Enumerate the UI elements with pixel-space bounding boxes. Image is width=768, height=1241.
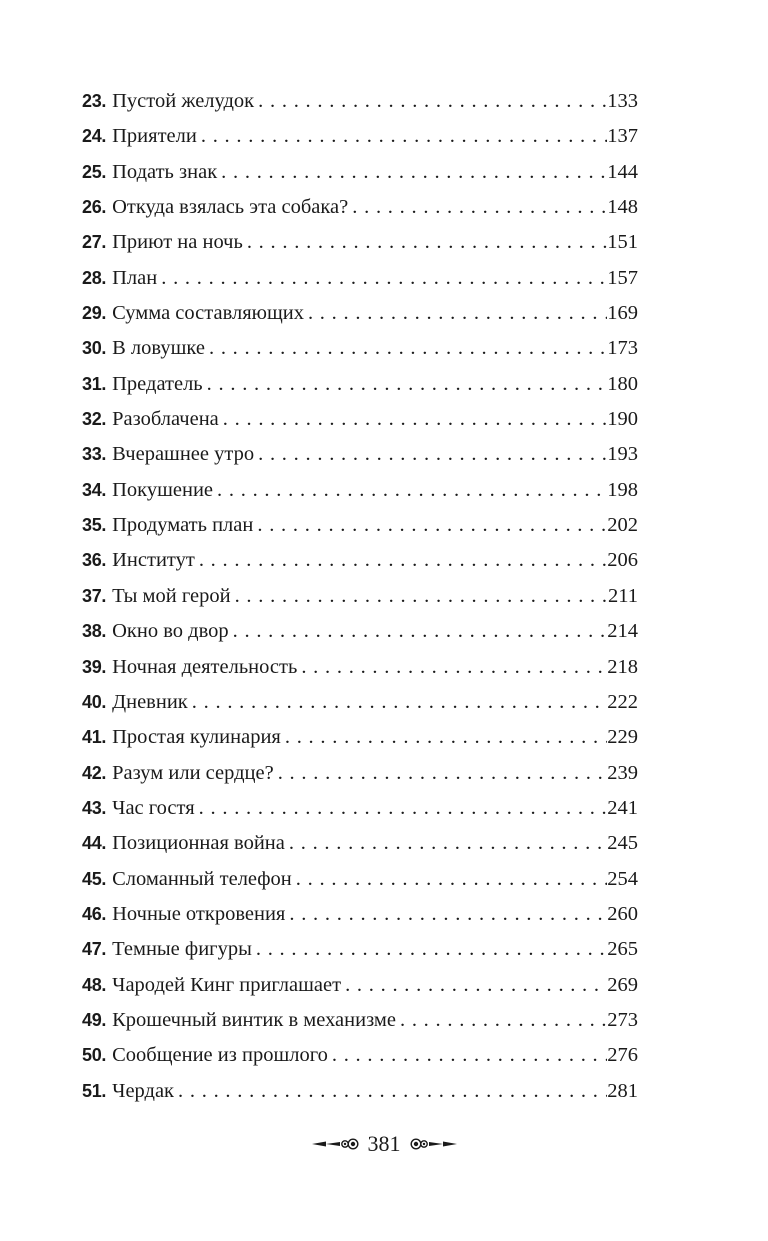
toc-entry [82, 650, 638, 685]
dot-leader [341, 968, 607, 1003]
chapter-number: 23. [82, 91, 107, 111]
toc-entry [82, 897, 638, 932]
page-folio [0, 1124, 768, 1164]
dot-leader [217, 155, 607, 190]
chapter-title: Приют на ночь [112, 231, 243, 254]
chapter-title: Сломанный телефон [112, 867, 292, 890]
chapter-page: 133 [607, 90, 638, 112]
toc-entry [82, 614, 638, 649]
chapter-title: Подать знак [112, 160, 218, 183]
chapter-title: Окно во двор [112, 620, 229, 643]
chapter-page: 202 [607, 514, 638, 537]
toc-entry [82, 155, 638, 190]
chapter-title: Вчерашнее утро [112, 443, 255, 466]
chapter-number: 40. [82, 691, 107, 712]
toc-entry [82, 402, 638, 437]
toc-entry [82, 437, 638, 472]
dot-leader [274, 756, 608, 791]
chapter-page: 222 [607, 690, 638, 713]
chapter-page: 269 [607, 973, 638, 996]
chapter-number: 47. [82, 939, 107, 960]
chapter-number: 45. [82, 868, 107, 889]
dot-leader [252, 932, 607, 967]
dot-leader [328, 1038, 607, 1073]
dot-leader [213, 473, 607, 508]
dot-leader [348, 190, 607, 225]
chapter-page: 144 [607, 160, 638, 183]
chapter-page: 211 [608, 584, 638, 607]
chapter-title: Пустой желудок [112, 90, 255, 112]
chapter-title: В ловушке [112, 337, 205, 360]
chapter-number: 44. [82, 833, 107, 854]
chapter-number: 30. [82, 338, 107, 359]
chapter-title: Ты мой герой [112, 584, 231, 607]
chapter-title: Час гостя [112, 796, 195, 819]
toc-entry [82, 862, 638, 897]
chapter-page: 180 [607, 372, 638, 395]
toc-entry [82, 190, 638, 225]
chapter-page: 241 [607, 796, 638, 819]
toc-entry [82, 756, 638, 791]
chapter-page: 173 [607, 337, 638, 360]
chapter-number: 42. [82, 762, 107, 783]
table-of-contents [82, 84, 638, 1109]
toc-entry [82, 579, 638, 614]
dot-leader [231, 579, 608, 614]
toc-entry [82, 685, 638, 720]
right-ornament-icon [407, 1137, 457, 1151]
dot-leader [396, 1003, 607, 1038]
chapter-number: 34. [82, 479, 107, 500]
chapter-number: 27. [82, 232, 107, 253]
dot-leader [254, 84, 607, 119]
chapter-number: 32. [82, 409, 107, 430]
dot-leader [281, 720, 607, 755]
chapter-number: 26. [82, 197, 107, 218]
chapter-title: Покушение [112, 478, 214, 501]
chapter-number: 25. [82, 161, 107, 182]
chapter-title: Ночные откровения [112, 902, 286, 925]
chapter-page: 281 [607, 1079, 638, 1102]
chapter-number: 31. [82, 373, 107, 394]
chapter-title: Институт [112, 549, 195, 572]
chapter-title: Сумма составляющих [112, 302, 304, 325]
chapter-number: 39. [82, 656, 107, 677]
chapter-title: Темные фигуры [112, 938, 252, 961]
chapter-number: 49. [82, 1009, 107, 1030]
chapter-number: 50. [82, 1045, 107, 1066]
chapter-number: 37. [82, 585, 107, 606]
toc-entry [82, 225, 638, 260]
chapter-page: 245 [607, 832, 638, 855]
chapter-title: Разоблачена [112, 408, 219, 431]
chapter-number: 51. [82, 1080, 107, 1101]
chapter-page: 198 [607, 478, 638, 501]
chapter-page: 169 [607, 302, 638, 325]
chapter-number: 35. [82, 515, 107, 536]
chapter-title: Ночная деятельность [112, 655, 298, 678]
toc-entry [82, 1038, 638, 1073]
toc-entry [82, 720, 638, 755]
chapter-page: 206 [607, 549, 638, 572]
dot-leader [197, 119, 607, 154]
chapter-title: Чародей Кинг приглашает [112, 973, 342, 996]
toc-entry [82, 473, 638, 508]
dot-leader [195, 543, 607, 578]
page-number: 381 [367, 1131, 401, 1156]
dot-leader [203, 367, 608, 402]
chapter-page: 229 [607, 726, 638, 749]
toc-entry [82, 1003, 638, 1038]
dot-leader [253, 508, 607, 543]
chapter-number: 41. [82, 727, 107, 748]
chapter-title: План [112, 266, 158, 289]
dot-leader [229, 614, 608, 649]
toc-entry [82, 119, 638, 154]
toc-entry [82, 791, 638, 826]
chapter-number: 43. [82, 797, 107, 818]
dot-leader [157, 261, 607, 296]
chapter-title: Сообщение из прошлого [112, 1044, 328, 1067]
dot-leader [304, 296, 607, 331]
toc-entry [82, 932, 638, 967]
chapter-page: 254 [607, 867, 638, 890]
chapter-number: 24. [82, 126, 107, 147]
chapter-number: 48. [82, 974, 107, 995]
chapter-title: Простая кулинария [112, 726, 281, 749]
toc-entry [82, 261, 638, 296]
chapter-page: 273 [607, 1008, 638, 1031]
chapter-title: Дневник [112, 690, 188, 713]
chapter-page: 193 [607, 443, 638, 466]
chapter-title: Позиционная война [112, 832, 285, 855]
dot-leader [205, 331, 607, 366]
toc-entry [82, 331, 638, 366]
dot-leader [243, 225, 607, 260]
dot-leader [285, 897, 607, 932]
chapter-page: 239 [607, 761, 638, 784]
dot-leader [188, 685, 607, 720]
toc-entry [82, 968, 638, 1003]
toc-entry [82, 367, 638, 402]
chapter-page: 265 [607, 938, 638, 961]
dot-leader [292, 862, 607, 897]
dot-leader [254, 437, 607, 472]
toc-entry [82, 296, 638, 331]
toc-entry [82, 1074, 638, 1109]
chapter-page: 151 [607, 231, 638, 254]
chapter-page: 218 [607, 655, 638, 678]
chapter-page: 148 [607, 196, 638, 219]
chapter-title: Продумать план [112, 514, 254, 537]
chapter-number: 28. [82, 267, 107, 288]
dot-leader [285, 826, 607, 861]
dot-leader [195, 791, 608, 826]
chapter-number: 29. [82, 303, 107, 324]
left-ornament-icon [312, 1137, 362, 1151]
chapter-page: 190 [607, 408, 638, 431]
chapter-title: Разум или сердце? [112, 761, 274, 784]
toc-entry [82, 826, 638, 861]
chapter-page: 276 [607, 1044, 638, 1067]
chapter-page: 137 [607, 125, 638, 148]
chapter-title: Предатель [112, 372, 203, 395]
toc-entry [82, 543, 638, 578]
chapter-title: Откуда взялась эта собака? [112, 196, 349, 219]
chapter-number: 38. [82, 621, 107, 642]
dot-leader [219, 402, 607, 437]
chapter-title: Чердак [112, 1079, 175, 1102]
toc-entry [82, 508, 638, 543]
chapter-number: 46. [82, 903, 107, 924]
chapter-page: 260 [607, 902, 638, 925]
toc-entry [82, 84, 638, 119]
chapter-page: 214 [607, 620, 638, 643]
chapter-number: 33. [82, 444, 107, 465]
chapter-title: Крошечный винтик в механизме [112, 1008, 396, 1031]
chapter-title: Приятели [112, 125, 197, 148]
dot-leader [174, 1074, 607, 1109]
chapter-number: 36. [82, 550, 107, 571]
dot-leader [297, 650, 607, 685]
chapter-page: 157 [607, 266, 638, 289]
